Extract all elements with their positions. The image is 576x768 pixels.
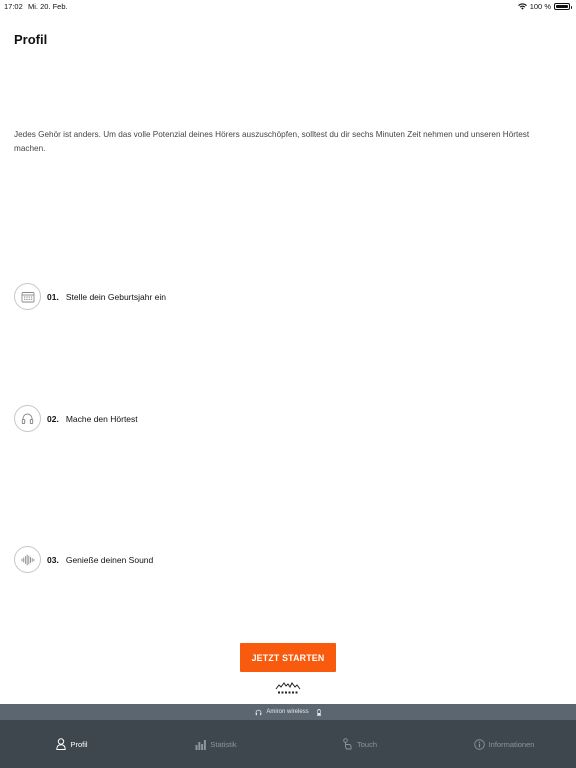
page-title: Profil [14, 32, 48, 47]
step-number: 03. [47, 554, 59, 565]
tab-statistics[interactable] [144, 720, 288, 768]
profile-icon [56, 738, 66, 750]
step-hearing-test [14, 405, 138, 432]
tab-label: Profil [70, 739, 88, 749]
status-time: 17:02 [4, 2, 23, 11]
tab-label: Statistik [210, 739, 237, 749]
wifi-icon [518, 3, 527, 10]
status-bar [0, 0, 576, 14]
step-label: Mache den Hörtest [65, 413, 138, 424]
tab-label: Informationen [488, 739, 535, 749]
device-battery-icon [317, 709, 321, 716]
status-date: Mi. 20. Feb. [28, 2, 68, 11]
tab-bar [0, 720, 576, 768]
touch-icon [343, 738, 353, 750]
step-number: 02. [47, 413, 59, 424]
step-enjoy-sound [14, 546, 153, 573]
calendar-icon [14, 283, 41, 310]
tab-profile[interactable] [0, 720, 144, 768]
step-birth-year [14, 283, 166, 310]
tab-information[interactable] [432, 720, 576, 768]
intro-text: Jedes Gehör ist anders. Um das volle Potenzial deines Hörers auszuschöpfen, solltest du dir sechs Minuten Zeit nehmen und unseren Hörtest machen. [14, 130, 530, 153]
headphones-icon [14, 405, 41, 432]
start-button[interactable]: JETZT STARTEN [240, 643, 336, 672]
step-label: Genieße deinen Sound [65, 554, 154, 565]
headphones-icon [255, 709, 262, 716]
status-right [518, 2, 570, 11]
info-icon [474, 739, 485, 750]
statistics-icon [195, 739, 206, 750]
step-number: 01. [47, 291, 59, 302]
step-label: Stelle dein Geburtsjahr ein [65, 291, 166, 302]
tab-label: Touch [356, 739, 377, 749]
soundwave-icon [14, 546, 41, 573]
battery-percent: 100 % [529, 2, 551, 11]
mimi-logo-icon [275, 681, 301, 695]
battery-icon [554, 3, 570, 10]
tab-touch[interactable] [288, 720, 432, 768]
device-bar[interactable] [0, 704, 576, 720]
device-name: Amiron wireless [266, 709, 309, 715]
